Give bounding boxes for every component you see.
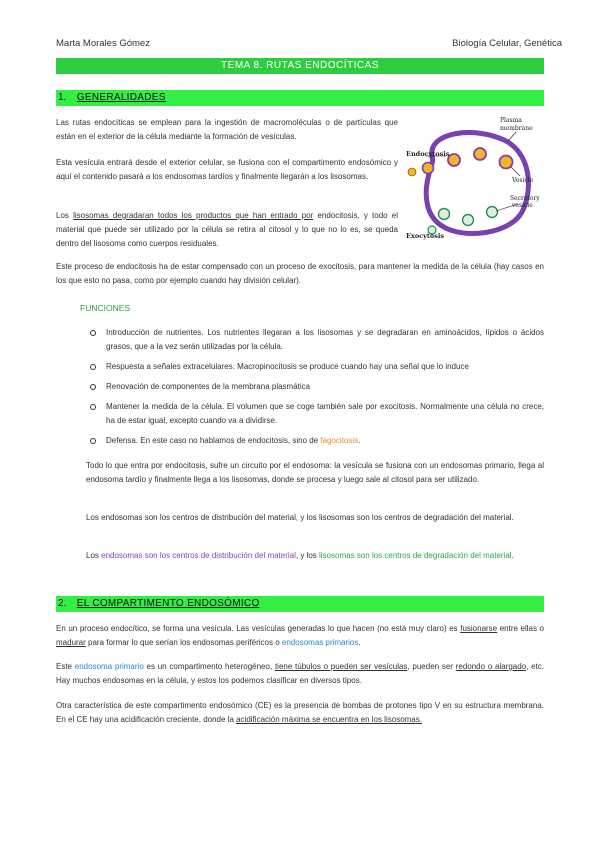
section-2-heading bbox=[56, 596, 544, 612]
paragraph-1-1: Las rutas endocíticas se emplean para la ingestión de macromoléculas o de partículas que están en el exterior de la célula mediante la formación de vesículas. bbox=[56, 118, 398, 141]
p7-c: . bbox=[511, 551, 514, 560]
paragraph-1-2: Esta vesícula entrará desde el exterior celular, se fusiona con el compartimento endosómico y aquí el contenido pasará a los endosomas tardíos y finalmente llegarán a los lisosomas. bbox=[56, 158, 398, 181]
s2p2-d: , etc. Hay muchos endosomas en la célula, y estos los podemos clasificar en diversos tipos. bbox=[56, 662, 545, 685]
list-item-text: Mantener la medida de la célula. El volumen que se coge también sale por exocitosis. Normalmente una célula no crece, ha de estar igual, excepto cuando va a dividirse. bbox=[106, 402, 544, 425]
paragraph-1-7 bbox=[86, 549, 544, 563]
p3-post: endocitosis, y todo el material que puede ser utilizado por la célula se retira al citosol y lo que no lo es, se queda dentro del lisosoma como cuerpos residuales. bbox=[56, 211, 398, 248]
paragraph-2-3 bbox=[56, 699, 544, 727]
paragraph-2-2 bbox=[56, 660, 544, 688]
s2p2-endosoma-primario: endosoma primario bbox=[74, 662, 144, 671]
header-author: Marta Morales Gómez bbox=[56, 38, 150, 49]
p7-a: Los bbox=[86, 551, 102, 560]
funciones-heading: FUNCIONES bbox=[80, 303, 131, 313]
list-item bbox=[82, 360, 544, 374]
section-2-number: 2. bbox=[58, 598, 67, 609]
section-1-title: GENERALIDADES bbox=[76, 92, 166, 103]
s2p3-a: Otra característica de este compartimento endosómico (CE) es la presencia de bombas de protones tipo V en su estructura membrana. En el CE hay una acidificación creciente, donde la bbox=[56, 701, 544, 724]
endocytosis-diagram bbox=[404, 116, 544, 244]
secretory-vesicle-1 bbox=[487, 207, 498, 218]
label-vesicle: Vesicle bbox=[512, 177, 534, 184]
p7-endosomas: endosomas son los centros de distribución del material bbox=[101, 551, 296, 560]
label-plasma: Plasma bbox=[500, 117, 522, 124]
label-exocytosis: Exocytosis bbox=[406, 232, 445, 240]
s2p1-madurar: madurar bbox=[56, 638, 86, 647]
paragraph-1-3 bbox=[56, 209, 398, 251]
paragraph-1-5: Todo lo que entra por endocitosis, sufre un circuito por el endosoma: la vesícula se fusiona con un endosomas primario, llega al endosoma tardío y finalmente llega a los lisosomas, donde se procesa y luego sale al citosol para ser utilizado. bbox=[86, 461, 544, 484]
fagocitosis-term: fagocitosis bbox=[320, 436, 359, 445]
budding-vesicle bbox=[423, 163, 434, 174]
paragraph-1-6: Los endosomas son los centros de distribución del material, y los lisosomas son los centros de degradación del material. bbox=[86, 513, 514, 522]
document-title: TEMA 8. RUTAS ENDOCÍTICAS bbox=[56, 58, 544, 74]
p3-underlined: lisosomas degradaran todos los productos que han entrado por bbox=[73, 211, 314, 220]
incoming-particle bbox=[408, 168, 416, 176]
label-secretory: Secretory bbox=[510, 195, 540, 202]
list-item bbox=[82, 326, 544, 354]
bullet5-post: . bbox=[358, 436, 361, 445]
s2p1-fusionarse: fusionarse bbox=[460, 624, 498, 633]
section-2-title: EL COMPARTIMENTO ENDOSÓMICO bbox=[76, 598, 260, 609]
s2p1-a: En un proceso endocítico, se forma una vesícula. Las vesículas generadas lo que hacen (no está muy claro) es bbox=[56, 624, 461, 633]
secretory-vesicle-3 bbox=[439, 209, 450, 220]
funciones-list bbox=[82, 326, 544, 454]
s2p2-redondo: redondo o alargado bbox=[455, 662, 527, 671]
list-item bbox=[82, 400, 544, 428]
endocytosis-diagram-svg bbox=[404, 116, 544, 244]
paragraph-2-1 bbox=[56, 622, 544, 650]
paragraph-1-4: Este proceso de endocitosis ha de estar compensado con un proceso de exocitosis, para mantener la medida de la célula (hay casos en los que esto no pasa, como por ejemplo cuando hay división celular). bbox=[56, 262, 544, 285]
list-item-text: Respuesta a señales extracelulares. Macropinocitosis se produce cuando hay una señal que lo induce bbox=[106, 362, 469, 371]
s2p1-endosomas-primarios: endosomas primarios bbox=[281, 638, 359, 647]
p7-lisosomas: lisosomas son los centros de degradación del material bbox=[319, 551, 512, 560]
s2p2-tubulos: tiene túbulos o pueden ser vesículas bbox=[274, 662, 408, 671]
s2p2-a: Este bbox=[56, 662, 75, 671]
s2p2-c: , pueden ser bbox=[407, 662, 456, 671]
s2p1-c: para formar lo que serían los endosomas periféricos o bbox=[85, 638, 282, 647]
header-subject: Biología Celular, Genética bbox=[452, 38, 562, 49]
list-item-text: Introducción de nutrientes. Los nutrientes llegaran a los lisosomas y se degradaran en aminoácidos, lípidos o ácidos grasos, que a la vez serán utilizadas por la célula. bbox=[106, 328, 544, 351]
section-1-number: 1. bbox=[58, 92, 67, 103]
label-membrane: membrane bbox=[500, 125, 533, 132]
vesicle-2 bbox=[474, 148, 486, 160]
bullet5-pre: Defensa. En este caso no hablamos de endocitosis, sino de bbox=[106, 436, 321, 445]
list-item bbox=[82, 380, 544, 394]
s2p3-acidificacion: acidificación máxima se encuentra en los lisosomas. bbox=[236, 715, 422, 724]
label-endocytosis: Endocytosis bbox=[406, 150, 450, 158]
label-secretory-vesicle: vesicle bbox=[512, 202, 533, 209]
vesicle-1 bbox=[448, 154, 460, 166]
s2p1-b: entre ellas o bbox=[497, 624, 544, 633]
s2p2-b: es un compartimento heterogéneo, bbox=[143, 662, 275, 671]
list-item bbox=[82, 434, 544, 448]
secretory-vesicle-2 bbox=[463, 215, 474, 226]
section-1-heading bbox=[56, 90, 544, 106]
s2p1-d: . bbox=[358, 638, 361, 647]
p7-b: , y los bbox=[295, 551, 320, 560]
list-item-text: Renovación de componentes de la membrana plasmática bbox=[106, 382, 311, 391]
p3-pre: Los bbox=[56, 211, 74, 220]
